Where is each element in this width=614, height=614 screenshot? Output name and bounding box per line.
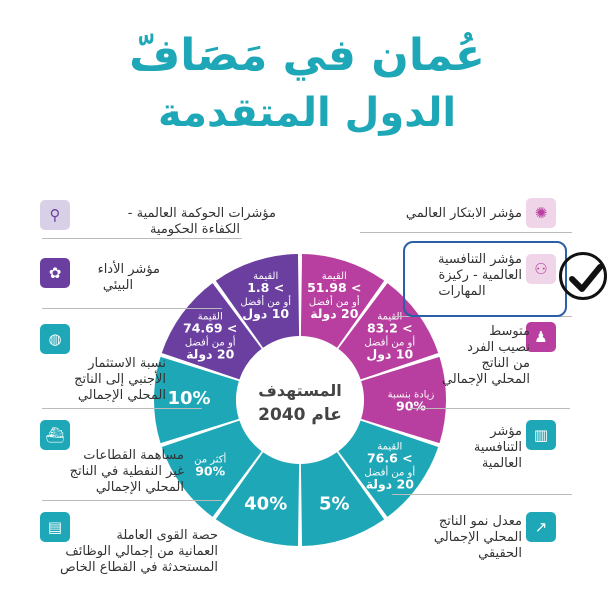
label-competitiveness-skills: مؤشر التنافسية العالمية - ركيزة المهارات <box>438 252 522 299</box>
label-environmental: مؤشر الأداء البيئي <box>97 262 160 293</box>
segment-text-environmental-performance: 20 دولة <box>186 346 235 362</box>
center-title: المستهدف <box>258 381 342 400</box>
segment-text-global-competitiveness: القيمة <box>377 441 403 453</box>
globe-money-icon: ◍ <box>40 324 70 354</box>
segment-text-environmental-performance: أو من أفضل <box>184 337 236 349</box>
segment-text-innovation: القيمة <box>321 270 347 282</box>
segment-text-innovation: > 51.98 <box>307 279 362 295</box>
segment-text-global-competitiveness: 20 دولة <box>365 476 414 492</box>
label-governance: مؤشرات الحوكمة العالمية - الكفاءة الحكومية <box>127 206 276 237</box>
title-line-2: الدول المتقدمة <box>157 90 457 136</box>
people-group-icon: ♟ <box>526 322 556 352</box>
segment-text-governance: 10 دول <box>242 305 290 321</box>
segment-text-governance: القيمة <box>253 270 279 282</box>
checkmark-icon <box>562 255 610 303</box>
label-innovation: مؤشر الابتكار العالمي <box>405 206 522 221</box>
plant-icon: ✿ <box>40 258 70 288</box>
label-per-capita-gdp: متوسط نصيب الفرد من الناتج المحلي الإجمالي <box>441 324 530 387</box>
lightbulb-icon: ✺ <box>526 198 556 228</box>
segment-text-innovation: أو من أفضل <box>308 296 360 308</box>
segment-text-non-oil-sectors: أكثر من <box>194 454 227 466</box>
separator <box>360 232 572 233</box>
segment-text-non-oil-sectors: 90% <box>195 463 226 479</box>
label-non-oil-sectors: مساهمة القطاعات غير النفطية في الناتج المحلي الإجمالي <box>69 448 184 495</box>
segment-text-governance: > 1.8 <box>247 279 285 295</box>
segment-text-innovation: 20 دولة <box>310 305 359 321</box>
label-foreign-investment: نسبة الاستثمار الأجنبي إلى الناتج المحلي الإجمالي <box>74 356 166 403</box>
segment-text-global-competitiveness: أو من أفضل <box>364 467 416 479</box>
ship-icon: ⛴ <box>40 420 70 450</box>
segment-text-competitiveness-skills: أو من أفضل <box>364 337 416 349</box>
chart-people-icon: ▥ <box>526 420 556 450</box>
separator <box>42 308 222 309</box>
segment-text-competitiveness-skills: 10 دول <box>366 346 414 362</box>
chart-trend-icon: ↗ <box>526 512 556 542</box>
title-line-1: عُمان في مَصَافّ <box>129 30 485 81</box>
highlight-box <box>403 241 567 317</box>
segment-text-foreign-investment: 10% <box>167 388 211 409</box>
separator <box>392 494 572 495</box>
center-circle <box>240 340 360 460</box>
segment-text-per-capita-gdp: 90% <box>396 398 426 414</box>
segment-text-real-gdp-growth: 5% <box>319 493 350 515</box>
segment-text-omani-workforce: 40% <box>244 493 288 515</box>
segment-text-environmental-performance: القيمة <box>197 311 223 323</box>
segment-text-environmental-performance: > 74.69 <box>183 320 238 336</box>
separator <box>42 408 202 409</box>
separator <box>42 238 242 239</box>
label-global-competitiveness: مؤشر التنافسية العالمية <box>473 424 522 471</box>
segment-text-governance: أو من أفضل <box>240 296 292 308</box>
checkmark-circle <box>559 252 607 300</box>
document-person-icon: ▤ <box>40 512 70 542</box>
center-year: عام 2040 <box>258 405 342 425</box>
segment-text-competitiveness-skills: > 83.2 <box>366 320 413 336</box>
label-omani-workforce: حصة القوى العاملة العمانية من إجمالي الوظائف المستحدثة في القطاع الخاص <box>59 528 218 575</box>
separator <box>42 500 222 501</box>
label-real-gdp-growth: معدل نمو الناتج المحلي الإجمالي الحقيقي <box>433 514 522 561</box>
segment-text-competitiveness-skills: القيمة <box>377 311 403 323</box>
governance-people-icon: ⚲ <box>40 200 70 230</box>
people-network-icon: ⚇ <box>526 254 556 284</box>
segment-text-global-competitiveness: > 76.6 <box>366 450 413 466</box>
segment-text-per-capita-gdp: زيادة بنسبة <box>387 389 435 401</box>
separator <box>410 408 570 409</box>
